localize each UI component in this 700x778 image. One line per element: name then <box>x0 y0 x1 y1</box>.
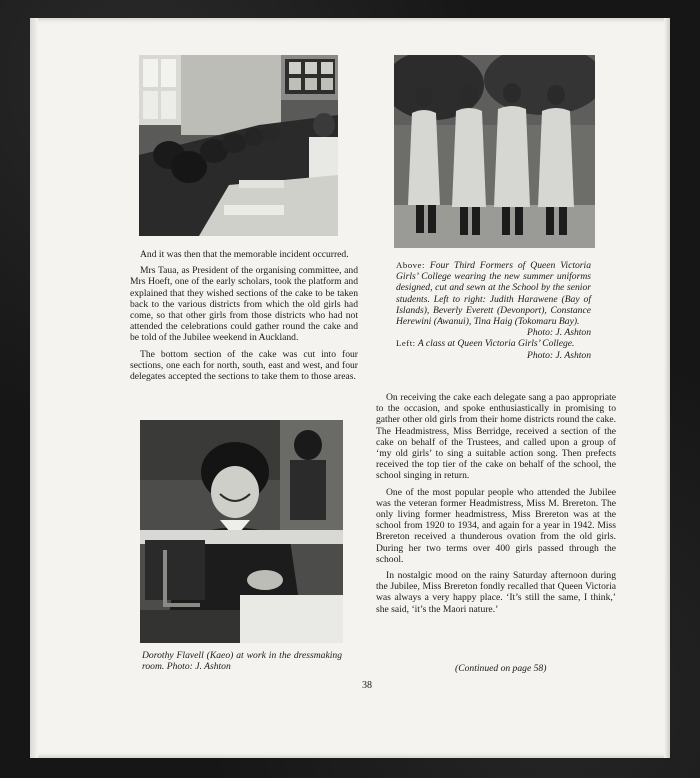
continued-note: (Continued on page 58) <box>455 663 547 674</box>
article-paragraph: One of the most popular people who attended the Jubilee was the veteran former Headmistress, Miss M. Brereton. The only living former headmistress, Miss Brereton was at the school from 1920 to 1934, and again for a year in 1942. Miss Brereton received a thunderous ovation from the old girls. During her two terms over 400 girls passed through the school. <box>376 486 616 565</box>
left-article-column <box>130 249 358 387</box>
photo-credit: Photo: J. Ashton <box>166 661 231 673</box>
photo-caption-dressmaking <box>142 650 342 672</box>
caption-left <box>396 338 591 361</box>
magazine-page <box>30 18 670 758</box>
photo-classroom <box>139 55 338 236</box>
photo-four-students <box>394 55 595 248</box>
article-paragraph: And it was then that the memorable incident occurred. <box>140 249 349 260</box>
page-fold-shadow <box>30 18 38 758</box>
article-paragraph: Mrs Taua, as President of the organising committee, and Mrs Hoeft, one of the early scholars, took the platform and explained that they wished sections of the cake to be taken back to the various districts from which the old girls had come, so that other girls from those districts who had not attended the celebrations could gather round the cake and be told of the Jubilee weekend in Auckland. <box>130 265 358 344</box>
photo-credit: Photo: J. Ashton <box>526 327 591 339</box>
caption-label: Left: <box>396 338 416 349</box>
caption-text: Dorothy Flavell (Kaeo) at work in the dressmaking room. <box>142 650 342 673</box>
caption-text: Four Third Formers of Queen Victoria Girls’ College wearing the new summer uniforms designed, cut and sewn at the School by the senior students. Left to right: Judith Harawene (Bay of Islands), Beverly Everett (Devonport), Constance Herewini (Awanui), Tina Haig (Tokomaru Bay). <box>396 260 591 328</box>
article-paragraph: The bottom section of the cake was cut into four sections, one each for north, south, east and west, and four delegates accepted the sections to take them to those areas. <box>130 348 358 383</box>
caption-text: A class at Queen Victoria Girls’ College. <box>417 338 575 350</box>
right-article-column <box>376 392 616 620</box>
page-edge-shadow <box>664 18 670 758</box>
page-number: 38 <box>362 680 372 691</box>
caption-above <box>396 260 591 339</box>
article-paragraph: On receiving the cake each delegate sang a pao appropriate to the occasion, and spoke enthusiastically in promising to gather other old girls from their home districts round the cake. The Headmistress, Miss Berridge, received a section of the cake on behalf of the Trustees, and called upon a group of ‘my old girls’ to sing a suitable action song. Then prefects received the top tier of the cake on behalf of the school, the school singing in return. <box>376 392 616 482</box>
article-paragraph: In nostalgic mood on the rainy Saturday afternoon during the Jubilee, Miss Brereton fondly recalled that Queen Victoria was always a very happy place. ‘It’s still the same, I think,’ she said, ‘it’s the Maori nature.’ <box>376 570 616 615</box>
photo-dressmaking <box>140 420 343 643</box>
photo-caption-above-left <box>396 260 591 361</box>
caption-label: Above: <box>396 260 425 270</box>
photo-credit: Photo: J. Ashton <box>526 349 591 361</box>
